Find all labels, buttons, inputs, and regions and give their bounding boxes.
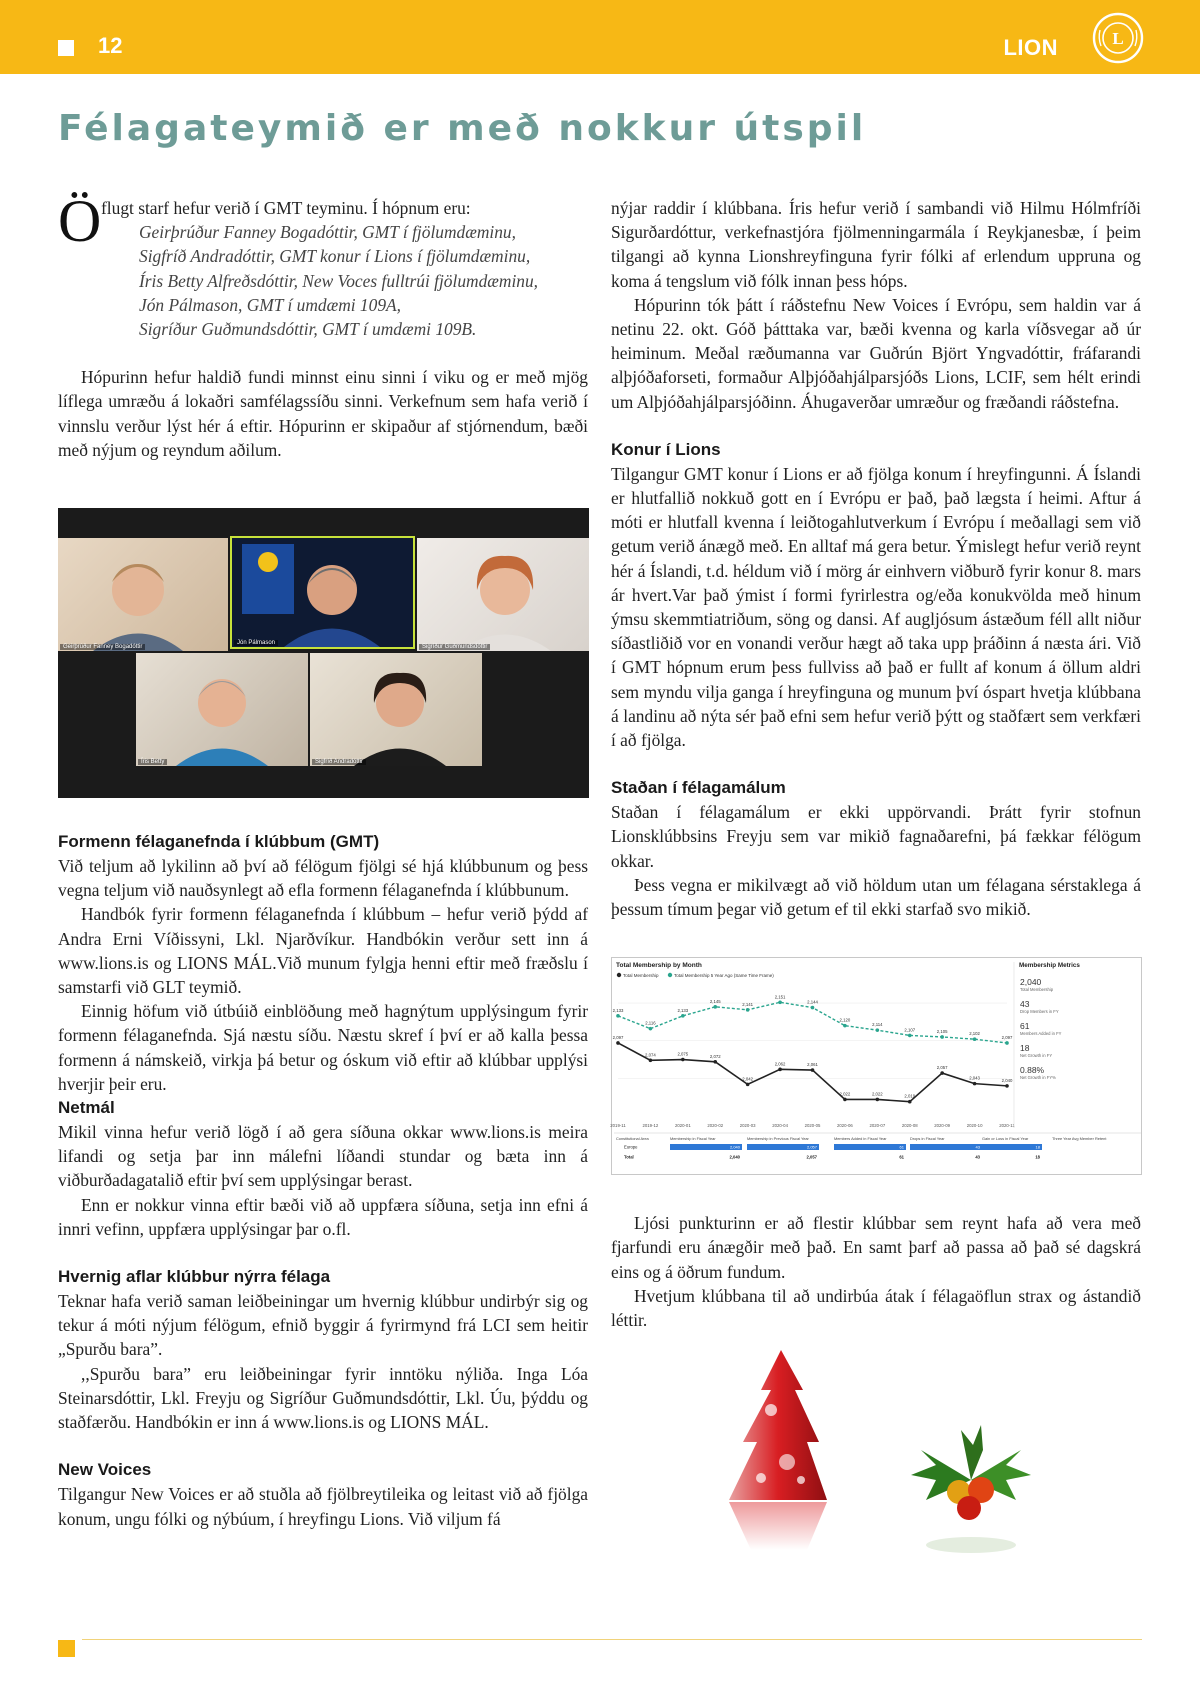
table-cell: 18 — [1035, 1144, 1040, 1150]
table-cell: Total — [624, 1154, 634, 1160]
data-label: 2,061 — [807, 1062, 818, 1068]
x-tick-label: 2020-08 — [901, 1123, 918, 1129]
magazine-name: LION — [1003, 35, 1058, 60]
member-item: Sigríður Guðmundsdóttir, GMT í umdæmi 109B. — [139, 319, 477, 340]
section-heading: Formenn félaganefnda í klúbbum (GMT) — [58, 832, 380, 852]
membership-chart-svg — [612, 958, 1143, 1176]
holly-icon — [901, 1420, 1041, 1560]
table-header: Three Year Avg Member Retent — [1052, 1136, 1107, 1142]
data-label: 2,075 — [677, 1051, 689, 1057]
table-header: Membership in Fiscal Year — [670, 1136, 716, 1142]
table-cell: 43 — [975, 1154, 980, 1160]
series-line — [618, 1043, 1007, 1102]
data-label: 2,057 — [936, 1065, 948, 1071]
data-label: 2,133 — [612, 1008, 624, 1014]
data-point — [1005, 1084, 1009, 1088]
data-label: 2,062 — [774, 1061, 786, 1067]
table-value-bar — [982, 1144, 1042, 1150]
data-point — [746, 1008, 750, 1012]
metric-label: Members Added in FY — [1020, 1031, 1062, 1037]
drop-cap: Ö — [58, 188, 102, 254]
data-point — [908, 1100, 912, 1104]
participant-name: Jón Pálmason — [234, 640, 278, 646]
paragraph: Enn er nokkur vinna eftir bæði við að uppfæra síðuna, setja inn efni á innri vefinn, uppfæra upplýsingar þar o.fl. — [58, 1194, 588, 1239]
table-cell: Europe — [624, 1144, 638, 1150]
section-heading: Netmál — [58, 1098, 115, 1118]
video-tile — [417, 538, 589, 651]
paragraph: Einnig höfum við útbúið einblöðung með hagnýtum upplýsingum fyrir formenn félaganefnda. Sjá næstu síðu. Næstu skref í því er að kalla þessa formenn á námskeið, virkja þá betur og óskum við eftir að klúbbar upplýsi hverjir þeir eru. — [58, 1001, 588, 1094]
right-column — [611, 196, 1141, 1580]
legend-marker — [617, 973, 621, 977]
paragraph: Hvetjum klúbbana til að undirbúa átak í félagaöflun strax og ástandið léttir. — [611, 1285, 1141, 1331]
metrics-title: Membership Metrics — [1019, 962, 1080, 970]
section-heading: Staðan í félagamálum — [611, 778, 786, 798]
person-image — [417, 538, 589, 651]
chart-title: Total Membership by Month — [616, 962, 702, 970]
metric-value: 43 — [1020, 999, 1030, 1010]
data-label: 2,102 — [969, 1031, 980, 1037]
data-point — [778, 1001, 782, 1005]
participant-name: Sigríður Guðmundsdóttir — [419, 644, 490, 650]
table-header: Gain or Loss in Fiscal Year — [982, 1136, 1029, 1142]
metric-value: 61 — [1020, 1021, 1030, 1032]
paragraph: Teknar hafa verið saman leiðbeiningar um hvernig klúbbur undirbýr sig og tekur á móti nýjum félögum, efnið byggir á fyrirmynd frá LCI sem heitir „Spurðu bara”. — [58, 1291, 588, 1360]
paragraph: nýjar raddir í klúbbana. Íris hefur verið í sambandi við Hilmu Hólmfríði Sigurðardóttur, verkefnastjóra fjölmenningarmála í Reykjanesbæ, í þeim tilgangi að kynna Lionshreyfinguna fyrir fólki af erlendum uppruna og koma á tengslum við fólk innan þess hóps. — [611, 198, 1141, 291]
video-tile — [136, 653, 308, 766]
section-heading: New Voices — [58, 1460, 152, 1480]
paragraph: Staðan í félagamálum er ekki uppörvandi. Þrátt fyrir stofnun Lionsklúbbsins Freyju sem var mikið fagnaðarefni, þá fækkar félögum okkar. — [611, 802, 1141, 871]
paragraph: Hópurinn tók þátt í ráðstefnu New Voices í Evrópu, sem haldin var á netinu 22. okt. Góð þátttaka var, bæði kvenna og karla víðsvegar að úr heiminum. Meðal ræðumanna var Guðrún Björt Yngvadóttir, fráfarandi alþjóðaforseti, formaður Alþjóðahjálparsjóðs Lions, LCIF, sem hélt erindi um Alþjóðahjálparsjóðinn. Áhugaverðar umræður og fræðandi ráðstefna. — [611, 294, 1141, 412]
metric-label: Drop Members in FY — [1020, 1009, 1059, 1015]
data-point — [649, 1059, 653, 1063]
metric-label: Net Growth in FY% — [1020, 1075, 1056, 1081]
page-header — [0, 0, 1200, 74]
x-tick-label: 2020-01 — [674, 1123, 691, 1129]
christmas-decoration — [611, 1350, 1142, 1580]
data-point — [713, 1060, 717, 1064]
data-point — [811, 1006, 815, 1010]
member-list — [139, 220, 588, 341]
person-image — [58, 538, 228, 651]
data-point — [908, 1034, 912, 1038]
member-item: Íris Betty Alfreðsdóttir, New Voces fulltrúi fjölumdæminu, — [139, 270, 539, 291]
paragraph: Hópurinn hefur haldið fundi minnst einu sinni í viku og er með mjög líflega umræðu á lokaðri samfélagssíðu sinni. Verkefnum sem hafa verið í vinnslu verður lýst hér á eftir. Hópurinn er skipaður af stjórnendum, bæði með nýjum og reyndum aðilum. — [58, 367, 588, 460]
data-label: 2,022 — [871, 1091, 883, 1097]
header-square — [58, 40, 74, 56]
table-value-bar — [910, 1144, 982, 1150]
table-cell: 2,057 — [806, 1154, 817, 1160]
data-label: 2,040 — [1001, 1078, 1013, 1084]
data-label: 2,116 — [645, 1020, 656, 1026]
x-tick-label: 2020-10 — [966, 1123, 983, 1129]
data-label: 2,043 — [969, 1075, 980, 1081]
x-tick-label: 2020-07 — [869, 1123, 886, 1129]
table-cell: 2,040 — [729, 1154, 740, 1160]
table-header: Drops in Fiscal Year — [910, 1136, 945, 1142]
data-label: 2,141 — [742, 1002, 754, 1008]
paragraph: Tilgangur GMT konur í Lions er að fjölga konum í hreyfingunni. Á Íslandi er hlutfallið nokkuð gott en í Evrópu er það, það lægsta í heimi. Aftur á móti er hlutfall kvenna í leiðtogahlutverkum í Evrópu í meðallagi sem við getum verið ánægð með. En alltaf má gera betur. Ýmislegt hefur verið reynt hér á Íslandi, t.d. héldum við í mörg ár einhvern viðburð fyrir konur 8. mars ár hvert.Var það ýmist í formi fyrirlestra og/eða konukvölda með hinum ýmsu skemmtiatriðum, söng og dansi. Af augljósum ástæðum féll allt niður síðastliðið vor en vonandi verður hægt að taka upp þráðinn á næsta ári. Við í GMT hópnum erum þess fullviss að það er fullt af konum á öllum aldri sem myndu vilja ganga í hreyfinguna og munum því óspart hvetja klúbbana á landinu að nýta sér það efni sem hefur verið þýtt og staðfært sem verkfæri í að fjölga. — [611, 463, 1141, 751]
metric-value: 18 — [1020, 1043, 1030, 1054]
data-point — [713, 1005, 717, 1009]
data-point — [843, 1024, 847, 1028]
data-point — [616, 1014, 620, 1018]
paragraph: Við teljum að lykilinn að því að félögum fjölgi sé hjá klúbbunum og þess vegna teljum við nauðsynlegt að efla formenn félaganefnda í klúbbunum. — [58, 856, 588, 901]
table-header: Constitutional Area — [616, 1136, 649, 1142]
paragraph: ,,Spurðu bara” eru leiðbeiningar fyrir inntöku nýliða. Inga Lóa Steinarsdóttir, Lkl. Freyju og Sigríður Guðmundsdóttir, Lkl. Úu, þýddu og staðfærðu. Handbókin er inn á www.lions.is og LIONS MÁL. — [58, 1363, 588, 1433]
paragraph: Þess vegna er mikilvægt að við höldum utan um félagana sérstaklega á þessum tímum þegar við getum ef til ekki starfað svo mikið. — [611, 874, 1141, 920]
legend-label: Total Membership 5 Year Ago (Same Time Frame) — [674, 973, 774, 979]
data-point — [681, 1058, 685, 1062]
christmas-tree-icon — [611, 1350, 1142, 1580]
data-label: 2,151 — [774, 994, 786, 1000]
x-tick-label: 2020-03 — [739, 1123, 756, 1129]
table-cell: 2,040 — [729, 1144, 740, 1150]
member-item: Sigfríð Andradóttir, GMT konur í Lions í fjölumdæminu, — [139, 246, 531, 267]
data-label: 2,022 — [839, 1091, 851, 1097]
data-label: 2,120 — [839, 1017, 851, 1023]
data-label: 2,114 — [872, 1022, 883, 1028]
article-title: Félagateymið er með nokkur útspil — [58, 108, 867, 149]
table-cell: 61 — [899, 1144, 904, 1150]
footer-square — [58, 1640, 75, 1657]
footer-divider — [82, 1639, 1142, 1640]
table-value-bar — [834, 1144, 906, 1150]
metric-value: 0.88% — [1020, 1065, 1045, 1076]
x-tick-label: 2020-02 — [707, 1123, 724, 1129]
participant-name: Geirþrúður Fanney Bogadóttir — [60, 644, 145, 650]
table-cell: 18 — [1035, 1154, 1040, 1160]
data-label: 2,107 — [904, 1027, 916, 1033]
data-label: 2,097 — [612, 1035, 624, 1041]
x-tick-label: 2020-06 — [837, 1123, 853, 1129]
left-column — [58, 188, 588, 1531]
data-point — [778, 1068, 782, 1072]
section-heading: Hvernig aflar klúbbur nýrra félaga — [58, 1267, 331, 1287]
data-point — [973, 1082, 977, 1086]
data-label: 2,019 — [904, 1093, 916, 1099]
data-point — [811, 1069, 815, 1073]
video-tile — [310, 653, 482, 766]
data-point — [746, 1083, 750, 1087]
data-point — [1005, 1041, 1009, 1045]
data-point — [843, 1098, 847, 1102]
table-cell: 61 — [899, 1154, 904, 1160]
data-label: 2,074 — [645, 1052, 656, 1058]
data-point — [876, 1098, 880, 1102]
person-image — [232, 538, 413, 647]
data-label: 2,042 — [742, 1076, 754, 1082]
participant-name: Sigfríð Andradóttir — [312, 759, 366, 765]
metric-label: Total Membership — [1020, 987, 1054, 993]
section-heading: Konur í Lions — [611, 439, 721, 459]
data-point — [876, 1029, 880, 1033]
metric-label: Net Growth in FY — [1020, 1053, 1053, 1059]
member-item: Jón Pálmason, GMT í umdæmi 109A, — [139, 294, 401, 315]
data-label: 2,133 — [677, 1008, 689, 1014]
window-bar — [58, 496, 589, 508]
table-cell: 2,057 — [806, 1144, 817, 1150]
x-tick-label: 2020-11 — [999, 1123, 1015, 1129]
x-tick-label: 2020-04 — [772, 1123, 788, 1129]
data-point — [973, 1038, 977, 1042]
table-header: Membership in Previous Fiscal Year — [747, 1136, 809, 1142]
person-image — [136, 653, 308, 766]
video-tile — [230, 536, 415, 649]
video-call-photo — [58, 496, 589, 798]
data-label: 2,097 — [1001, 1035, 1013, 1041]
video-tile — [58, 538, 228, 651]
data-label: 2,145 — [709, 999, 721, 1005]
paragraph: Mikil vinna hefur verið lögð í að gera síðuna okkar www.lions.is meira lifandi og setja þar inn málefni líðandi stundar og bæta inn á viðburðadagatalið eftir því sem upplýsingar berast. — [58, 1122, 588, 1191]
paragraph: Tilgangur New Voices er að stuðla að fjölbreytileika og leitast við að fjölga konum, ungu fólki og nýbúum, í hreyfingu Lions. Við viljum fá — [58, 1484, 588, 1529]
table-cell: 43 — [975, 1144, 980, 1150]
membership-chart — [611, 957, 1142, 1175]
data-label: 2,105 — [936, 1029, 948, 1035]
data-point — [616, 1041, 620, 1045]
data-label: 2,072 — [709, 1054, 721, 1060]
person-image — [310, 653, 482, 766]
lions-logo-icon — [1092, 12, 1144, 64]
data-point — [940, 1035, 944, 1039]
data-point — [649, 1027, 653, 1031]
svg-text:L: L — [1112, 29, 1124, 48]
intro-text: flugt starf hefur verið í GMT teyminu. Í hópnum eru: — [101, 198, 471, 218]
data-point — [681, 1014, 685, 1018]
member-item: Geirþrúður Fanney Bogadóttir, GMT í fjölumdæminu, — [139, 222, 516, 243]
participant-name: Íris Betty — [138, 759, 167, 765]
paragraph: Handbók fyrir formenn félaganefnda í klúbbum – hefur verið þýdd af Andra Erni Víðissyni, Lkl. Njarðvíkur. Handbókin verður sett inn á www.lions.is og LIONS MÁL.Við munum fylgja henni eftir með fræðslu í samstarfi við GLT teymið. — [58, 904, 588, 998]
x-tick-label: 2020-09 — [934, 1123, 951, 1129]
metric-value: 2,040 — [1020, 977, 1042, 988]
legend-marker — [668, 973, 672, 977]
x-tick-label: 2020-05 — [804, 1123, 821, 1129]
x-tick-label: 2019-11 — [610, 1123, 626, 1129]
table-header: Members Added in Fiscal Year — [834, 1136, 887, 1142]
data-label: 2,144 — [807, 999, 818, 1005]
x-tick-label: 2019-12 — [642, 1123, 659, 1129]
page-number: 12 — [98, 33, 123, 58]
data-point — [940, 1072, 944, 1076]
legend-label: Total Membership — [623, 973, 659, 979]
paragraph: Ljósi punkturinn er að flestir klúbbar sem reynt hafa að vera með fjarfundi eru ánægðir með það. En samt þarf að passa að það sé dagskrá eins og á öðrum fundum. — [611, 1213, 1141, 1282]
